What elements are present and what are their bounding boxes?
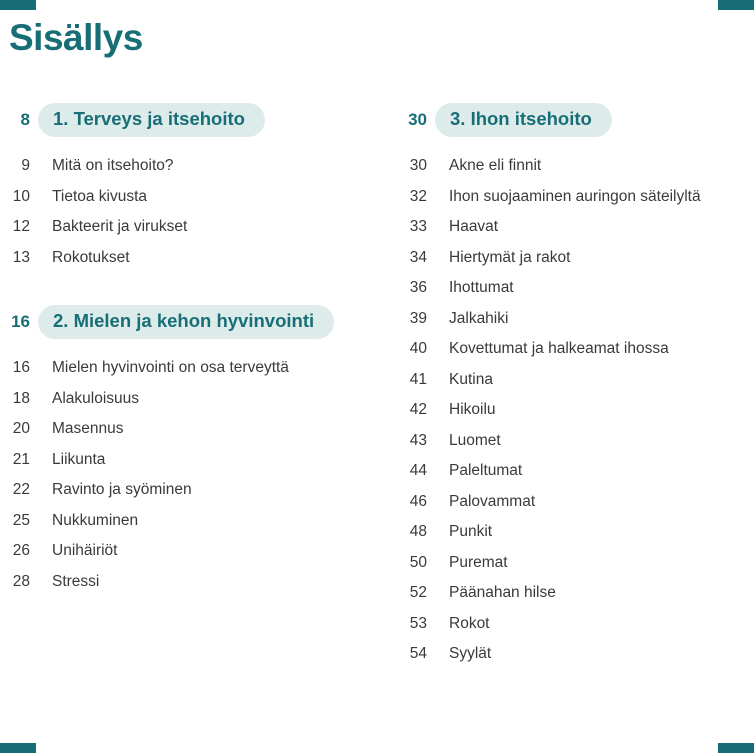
toc-entry — [397, 578, 754, 609]
section-title-pill — [435, 103, 612, 137]
toc-entry — [397, 273, 754, 304]
toc-entry — [397, 487, 754, 518]
toc-column-right — [397, 103, 754, 670]
entry-title: Alakuloisuus — [52, 389, 140, 407]
entry-page-number: 25 — [12, 511, 30, 529]
toc-entry — [0, 384, 360, 415]
entry-page-number: 36 — [409, 279, 427, 297]
entry-page-number: 10 — [12, 187, 30, 205]
toc-section — [0, 305, 360, 597]
entry-page-number: 50 — [409, 553, 427, 571]
entry-title: Tietoa kivusta — [52, 187, 148, 205]
toc-entry — [0, 536, 360, 567]
entry-title: Nukkuminen — [52, 511, 139, 529]
toc-column-left — [0, 103, 360, 597]
entry-page-number: 32 — [409, 187, 427, 205]
entry-title: Puremat — [449, 553, 508, 571]
toc-entry — [0, 567, 360, 598]
section-page-number: 30 — [408, 110, 427, 129]
toc-entry — [0, 475, 360, 506]
section-page-number: 16 — [11, 312, 30, 331]
entry-title: Hiertymät ja rakot — [449, 248, 571, 266]
entry-page-number: 13 — [12, 248, 30, 266]
toc-section — [397, 103, 754, 670]
entry-title: Ihottumat — [449, 279, 514, 297]
entry-title: Masennus — [52, 420, 124, 438]
section-header — [0, 103, 360, 137]
entry-page-number: 43 — [409, 431, 427, 449]
entry-title: Unihäiriöt — [52, 542, 118, 560]
entry-page-number: 33 — [409, 218, 427, 236]
corner-mark-top-left — [0, 0, 36, 10]
entry-page-number: 41 — [409, 370, 427, 388]
entry-title: Ihon suojaaminen auringon säteilyltä — [449, 187, 701, 205]
entry-title: Kutina — [449, 370, 493, 388]
section-items — [397, 151, 754, 670]
toc-entry — [397, 151, 754, 182]
entry-page-number: 9 — [21, 157, 30, 175]
toc-entry — [397, 365, 754, 396]
entry-title: Akne eli finnit — [449, 157, 542, 175]
entry-page-number: 34 — [409, 248, 427, 266]
entry-title: Rokotukset — [52, 248, 130, 266]
section-title-pill — [38, 103, 265, 137]
section-items — [0, 353, 360, 597]
entry-page-number: 26 — [12, 542, 30, 560]
toc-entry — [0, 243, 360, 274]
toc-entry — [0, 414, 360, 445]
entry-page-number: 18 — [12, 389, 30, 407]
corner-mark-bottom-right — [718, 743, 754, 753]
entry-page-number: 42 — [409, 401, 427, 419]
entry-page-number: 40 — [409, 340, 427, 358]
section-title-pill — [38, 305, 334, 339]
entry-title: Haavat — [449, 218, 499, 236]
entry-page-number: 39 — [409, 309, 427, 327]
section-header — [397, 103, 754, 137]
toc-entry — [397, 609, 754, 640]
entry-page-number: 53 — [409, 614, 427, 632]
entry-title: Päänahan hilse — [449, 584, 556, 602]
toc-entry — [0, 212, 360, 243]
entry-title: Stressi — [52, 572, 100, 590]
entry-title: Mitä on itsehoito? — [52, 157, 174, 175]
entry-page-number: 16 — [12, 359, 30, 377]
entry-page-number: 20 — [12, 420, 30, 438]
entry-page-number: 21 — [12, 450, 30, 468]
toc-entry — [0, 182, 360, 213]
section-items — [0, 151, 360, 273]
corner-mark-bottom-left — [0, 743, 36, 753]
corner-mark-top-right — [718, 0, 754, 10]
section-header — [0, 305, 360, 339]
toc-entry — [0, 445, 360, 476]
entry-title: Kovettumat ja halkeamat ihossa — [449, 340, 669, 358]
toc-entry — [397, 639, 754, 670]
entry-page-number: 46 — [409, 492, 427, 510]
page-title: Sisällys — [9, 17, 143, 58]
entry-page-number: 48 — [409, 523, 427, 541]
toc-entry — [397, 456, 754, 487]
entry-title: Liikunta — [52, 450, 106, 468]
entry-title: Paleltumat — [449, 462, 523, 480]
entry-page-number: 30 — [409, 157, 427, 175]
entry-title: Hikoilu — [449, 401, 496, 419]
toc-entry — [397, 395, 754, 426]
entry-page-number: 54 — [409, 645, 427, 663]
section-title: 1. Terveys ja itsehoito — [53, 108, 245, 129]
entry-page-number: 44 — [409, 462, 427, 480]
toc-entry — [397, 426, 754, 457]
toc-section — [0, 103, 360, 273]
section-page-number: 8 — [20, 110, 30, 129]
toc-entry — [397, 548, 754, 579]
toc-entry — [397, 212, 754, 243]
entry-title: Mielen hyvinvointi on osa terveyttä — [52, 359, 289, 377]
entry-title: Luomet — [449, 431, 501, 449]
toc-entry — [0, 151, 360, 182]
toc-entry — [397, 182, 754, 213]
section-title: 2. Mielen ja kehon hyvinvointi — [53, 310, 315, 331]
toc-entry — [397, 243, 754, 274]
entry-title: Ravinto ja syöminen — [52, 481, 192, 499]
entry-page-number: 22 — [12, 481, 30, 499]
entry-page-number: 12 — [12, 218, 30, 236]
toc-entry — [397, 304, 754, 335]
toc-entry — [0, 506, 360, 537]
entry-title: Jalkahiki — [449, 309, 509, 327]
entry-title: Rokot — [449, 614, 490, 632]
entry-title: Bakteerit ja virukset — [52, 218, 188, 236]
section-title: 3. Ihon itsehoito — [450, 108, 592, 129]
entry-title: Palovammat — [449, 492, 536, 510]
toc-entry — [397, 334, 754, 365]
entry-title: Punkit — [449, 523, 493, 541]
entry-title: Syylät — [449, 645, 492, 663]
toc-entry — [397, 517, 754, 548]
entry-page-number: 52 — [409, 584, 427, 602]
toc-entry — [0, 353, 360, 384]
entry-page-number: 28 — [12, 572, 30, 590]
